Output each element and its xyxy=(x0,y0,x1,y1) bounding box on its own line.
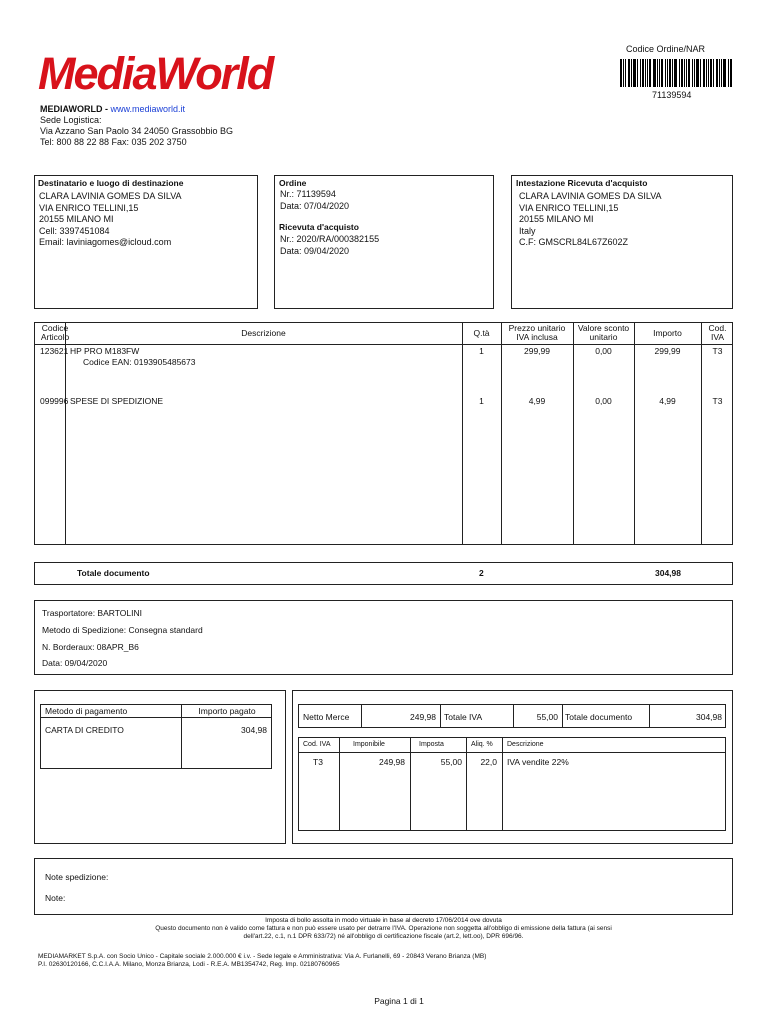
barcode-bar xyxy=(674,59,677,87)
recipient-line: Email: laviniagomes@icloud.com xyxy=(39,237,172,247)
barcode-bar xyxy=(642,59,644,87)
total-box xyxy=(34,562,733,585)
header-discount-line1: Valore sconto xyxy=(577,323,630,333)
barcode-bar xyxy=(653,59,656,87)
company-url-link[interactable]: www.mediaworld.it xyxy=(110,104,186,114)
row2-code: 099996 xyxy=(40,396,69,406)
row1-code: 123621 xyxy=(40,346,69,356)
order-number: Nr.: 71139594 xyxy=(280,189,336,199)
notes-label: Note: xyxy=(45,893,66,903)
billing-box xyxy=(511,175,733,309)
company-address: Via Azzano San Paolo 34 24050 Grassobbio BG xyxy=(40,126,233,136)
barcode-bar xyxy=(696,59,699,87)
order-box xyxy=(274,175,494,309)
barcode-bar xyxy=(730,59,732,87)
vat-header-description: Descrizione xyxy=(507,741,544,748)
barcode-bar xyxy=(623,59,624,87)
vat-header-code: Cod. IVA xyxy=(303,741,331,748)
billing-line: VIA ENRICO TELLINI,15 xyxy=(519,202,619,213)
barcode-bar xyxy=(694,59,695,87)
barcode-bar xyxy=(679,59,680,87)
row2-description: SPESE DI SPEDIZIONE xyxy=(70,396,164,406)
vat-header-rate: Aliq. % xyxy=(471,741,493,748)
row1-ean: Codice EAN: 0193905485673 xyxy=(83,357,196,367)
barcode xyxy=(620,59,732,87)
shipping-notes-label: Note spedizione: xyxy=(45,872,109,882)
barcode-bar xyxy=(723,59,726,87)
barcode-bar xyxy=(665,59,666,87)
barcode-bar xyxy=(625,59,626,87)
recipient-line: CLARA LAVINIA GOMES DA SILVA xyxy=(39,191,182,201)
payment-method: CARTA DI CREDITO xyxy=(45,725,124,735)
items-table xyxy=(34,322,733,545)
row1-price: 299,99 xyxy=(524,346,550,356)
header-vat-line2: IVA xyxy=(710,332,725,342)
barcode-bar xyxy=(659,59,660,87)
header-code-line1: Codice xyxy=(41,323,69,333)
barcode-bar xyxy=(684,59,685,87)
sede-label: Sede Logistica: xyxy=(40,115,102,125)
vat-row-rate: 22,0 xyxy=(480,757,497,767)
vat-header-tax: Imposta xyxy=(419,741,444,748)
barcode-bar xyxy=(672,59,673,87)
barcode-bar xyxy=(706,59,707,87)
barcode-bar xyxy=(669,59,671,87)
barcode-bar xyxy=(700,59,701,87)
header-price xyxy=(501,324,573,342)
barcode-bar xyxy=(708,59,709,87)
billing-lines xyxy=(519,191,662,249)
barcode-bar xyxy=(692,59,693,87)
header-vat xyxy=(701,324,734,342)
netto-label: Netto Merce xyxy=(303,712,350,722)
total-amount: 304,98 xyxy=(655,568,681,578)
barcode-bar xyxy=(628,59,630,87)
barcode-number: 71139594 xyxy=(652,90,692,100)
shipping-box xyxy=(34,600,733,675)
footer-line4: MEDIAMARKET S.p.A. con Socio Unico - Capitale sociale 2.000.000 € i.v. - Sede legale e Amministrativa: Via A. Furlanelli, 69 - 20843 Verano Brianza (MB) xyxy=(38,953,487,960)
barcode-bar xyxy=(719,59,720,87)
mediaworld-logo xyxy=(38,48,350,100)
shipping-method: Metodo di Spedizione: Consegna standard xyxy=(42,625,203,635)
payment-amount: 304,98 xyxy=(241,725,267,735)
payment-method-header: Metodo di pagamento xyxy=(45,706,128,716)
row1-description: HP PRO M183FW xyxy=(70,346,140,356)
barcode-bar xyxy=(637,59,638,87)
vat-row-base: 249,98 xyxy=(379,757,405,767)
header-price-line1: Prezzo unitario xyxy=(508,323,566,333)
header-description: Descrizione xyxy=(241,328,286,338)
order-date: Data: 07/04/2020 xyxy=(280,201,350,211)
recipient-title: Destinatario e luogo di destinazione xyxy=(38,178,184,188)
barcode-bar xyxy=(703,59,705,87)
shipping-borderaux: N. Borderaux: 08APR_B6 xyxy=(42,642,139,652)
barcode-bar xyxy=(645,59,646,87)
total-label: Totale documento xyxy=(77,568,150,578)
recipient-line: VIA ENRICO TELLINI,15 xyxy=(39,202,139,213)
receipt-number: Nr.: 2020/RA/000382155 xyxy=(280,234,380,244)
barcode-bar xyxy=(713,59,714,87)
recipient-line: 20155 MILANO MI xyxy=(39,214,114,224)
row1-amount: 299,99 xyxy=(654,346,681,356)
company-name: MEDIAWORLD - xyxy=(40,104,111,114)
vat-row-code: T3 xyxy=(313,757,323,767)
footer-line5: P.I. 02630120166, C.C.I.A.A. Milano, Monza Brianza, Lodi - R.E.A. MB1354742, Reg. Imp. 02180760965 xyxy=(38,961,340,968)
header-vat-line1: Cod. xyxy=(708,323,727,333)
total-qty: 2 xyxy=(479,568,484,578)
billing-line: C.F: GMSCRL84L67Z602Z xyxy=(519,237,629,247)
header-discount xyxy=(573,324,634,342)
footer-line1: Imposta di bollo assolta in modo virtuale in base al decreto 17/06/2014 ove dovuta xyxy=(265,917,502,924)
doc-value: 304,98 xyxy=(696,712,722,722)
page-number: Pagina 1 di 1 xyxy=(374,996,424,1006)
recipient-box xyxy=(34,175,258,309)
barcode-bar xyxy=(710,59,712,87)
row2-vat: T3 xyxy=(712,396,723,406)
barcode-bar xyxy=(686,59,687,87)
barcode-bar xyxy=(631,59,632,87)
barcode-label: Codice Ordine/NAR xyxy=(626,44,706,54)
barcode-bar xyxy=(620,59,622,87)
shipping-carrier: Trasportatore: BARTOLINI xyxy=(42,608,142,618)
barcode-bar xyxy=(728,59,729,87)
row1-qty: 1 xyxy=(479,346,484,356)
company-info xyxy=(40,104,233,148)
vat-row-tax: 55,00 xyxy=(440,757,462,767)
recipient-line: Cell: 3397451084 xyxy=(39,225,110,236)
barcode-bar xyxy=(688,59,690,87)
iva-value: 55,00 xyxy=(536,712,558,722)
payment-table xyxy=(40,704,272,769)
barcode-bar xyxy=(649,59,651,87)
shipping-date: Data: 09/04/2020 xyxy=(42,658,108,668)
barcode-bar xyxy=(633,59,636,87)
order-title: Ordine xyxy=(279,178,307,188)
notes-box xyxy=(34,858,733,915)
vat-row-description: IVA vendite 22% xyxy=(507,757,569,767)
receipt-date: Data: 09/04/2020 xyxy=(280,246,350,256)
billing-line: Italy xyxy=(519,225,536,236)
header-amount: Importo xyxy=(653,328,682,338)
barcode-bar xyxy=(657,59,658,87)
summary-box xyxy=(292,690,733,844)
vat-header-base: Imponibile xyxy=(353,741,385,748)
iva-label: Totale IVA xyxy=(444,712,483,722)
logo-text: MediaWorld xyxy=(38,48,273,99)
row2-qty: 1 xyxy=(479,396,484,406)
summary-totals xyxy=(298,704,726,728)
doc-label: Totale documento xyxy=(565,712,633,722)
header-code-line2: Articolo xyxy=(40,332,70,342)
vat-table xyxy=(298,737,726,831)
barcode-bar xyxy=(716,59,718,87)
row2-price: 4,99 xyxy=(528,396,546,406)
header-price-line2: IVA inclusa xyxy=(516,332,558,342)
footer-line2: Questo documento non è valido come fattura e non può essere usato per detrarre l'IVA. Operazione non soggetta all'obbligo di emissione della fattura (ai sensi xyxy=(155,925,612,932)
row2-discount: 0,00 xyxy=(595,396,612,406)
row1-vat: T3 xyxy=(712,346,723,356)
barcode-bar xyxy=(661,59,663,87)
barcode-bar xyxy=(647,59,648,87)
payment-box xyxy=(34,690,286,844)
company-contacts: Tel: 800 88 22 88 Fax: 035 202 3750 xyxy=(40,137,187,147)
footer-line3: dell'art.22, c.1, n.1 DPR 633/72) né all'obbligo di certificazione fiscale (art.2, lett.oo), DPR 696/96. xyxy=(243,933,524,940)
barcode-bar xyxy=(640,59,641,87)
header-qty: Q.tà xyxy=(473,328,490,338)
row2-amount: 4,99 xyxy=(659,396,676,406)
barcode-bar xyxy=(721,59,722,87)
legal-footer xyxy=(34,917,733,941)
row1-discount: 0,00 xyxy=(595,346,612,356)
receipt-title: Ricevuta d'acquisto xyxy=(279,222,359,232)
payment-amount-header: Importo pagato xyxy=(198,706,256,716)
barcode-bar xyxy=(667,59,668,87)
netto-value: 249,98 xyxy=(410,712,436,722)
billing-line: 20155 MILANO MI xyxy=(519,214,594,224)
billing-title: Intestazione Ricevuta d'acquisto xyxy=(516,178,648,188)
billing-line: CLARA LAVINIA GOMES DA SILVA xyxy=(519,191,662,201)
barcode-bar xyxy=(681,59,683,87)
company-footer xyxy=(38,953,738,969)
recipient-lines xyxy=(39,191,182,249)
header-discount-line2: unitario xyxy=(589,332,618,342)
